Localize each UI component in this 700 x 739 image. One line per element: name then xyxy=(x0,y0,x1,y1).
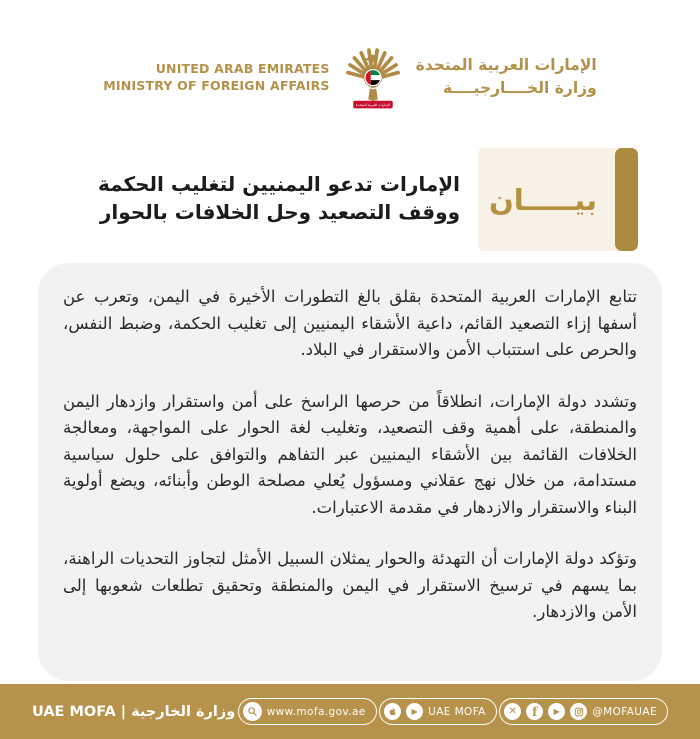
ministry-name-english xyxy=(103,60,329,94)
x-icon[interactable]: ✕ xyxy=(504,703,521,720)
statement-paragraph-1: تتابع الإمارات العربية المتحدة بقلق بالغ التطورات الأخيرة في اليمن، وتعرب عن أسفها إزاء التصعيد القائم، داعية الأشقاء اليمنيين إلى تغليب الحكمة، وضبط النفس، والحرص على استتباب الأمن والاستقرار في البلاد. xyxy=(63,287,637,359)
apps-pill[interactable] xyxy=(379,698,497,725)
statement-badge-gold-bar xyxy=(615,148,638,251)
statement-badge-label: بيـــــان xyxy=(489,182,597,217)
website-pill[interactable] xyxy=(238,698,377,725)
statement-paragraph-3: وتؤكد دولة الإمارات أن التهدئة والحوار يمثلان السبيل الأمثل لتجاوز التحديات الراهنة، بما يسهم في ترسيخ الاستقرار في اليمن والمنطقة وتحقيق تطلعات شعوبها إلى الأمن والازدهار. xyxy=(63,549,637,621)
social-handle: @MOFAUAE xyxy=(592,705,657,718)
facebook-icon[interactable]: f xyxy=(526,703,543,720)
statement-title: الإمارات تدعو اليمنيين لتغليب الحكمة ووقف التصعيد وحل الخلافات بالحوار xyxy=(97,172,460,224)
emblem-banner-text: الإمارات العربية المتحدة xyxy=(355,103,390,107)
app-store-icon[interactable] xyxy=(384,703,401,720)
ministry-name-ar-line2: وزارة الخــــارجيــــة xyxy=(443,79,597,97)
website-url: www.mofa.gov.ae xyxy=(266,705,366,718)
apps-label: UAE MOFA xyxy=(428,705,486,718)
footer-bar xyxy=(0,684,700,739)
google-play-icon[interactable]: ▶ xyxy=(406,703,423,720)
social-pill[interactable] xyxy=(499,698,668,725)
ministry-name-en-line1: UNITED ARAB EMIRATES xyxy=(155,61,330,76)
statement-body-panel xyxy=(38,263,662,681)
uae-falcon-emblem-icon xyxy=(344,44,402,110)
instagram-icon[interactable] xyxy=(570,703,587,720)
youtube-icon[interactable]: ▶ xyxy=(548,703,565,720)
statement-badge xyxy=(478,148,638,251)
ministry-name-arabic xyxy=(416,54,597,100)
search-icon xyxy=(243,702,262,721)
ministry-header xyxy=(0,44,700,110)
ministry-name-en-line2: MINISTRY OF FOREIGN AFFAIRS xyxy=(103,78,330,93)
footer-brand: وزارة الخارجية | UAE MOFA xyxy=(32,703,236,720)
statement-paragraph-2: وتشدد دولة الإمارات، انطلاقاً من حرصها الراسخ على أمن واستقرار وازدهار اليمن والمنطقة، على أهمية وقف التصعيد، وتغليب لغة الحوار على المواجهة، ومعالجة الخلافات القائمة بين الأشقاء اليمنيين عبر التفاهم والتوافق على حلول سياسية مستدامة، من خلال نهج عقلاني ومسؤول يُعلي مصلحة الوطن وأبنائه، ويضع أولوية البناء والاستقرار والازدهار في مقدمة الاعتبارات. xyxy=(63,391,637,517)
ministry-name-ar-line1: الإمارات العربية المتحدة xyxy=(415,56,597,74)
